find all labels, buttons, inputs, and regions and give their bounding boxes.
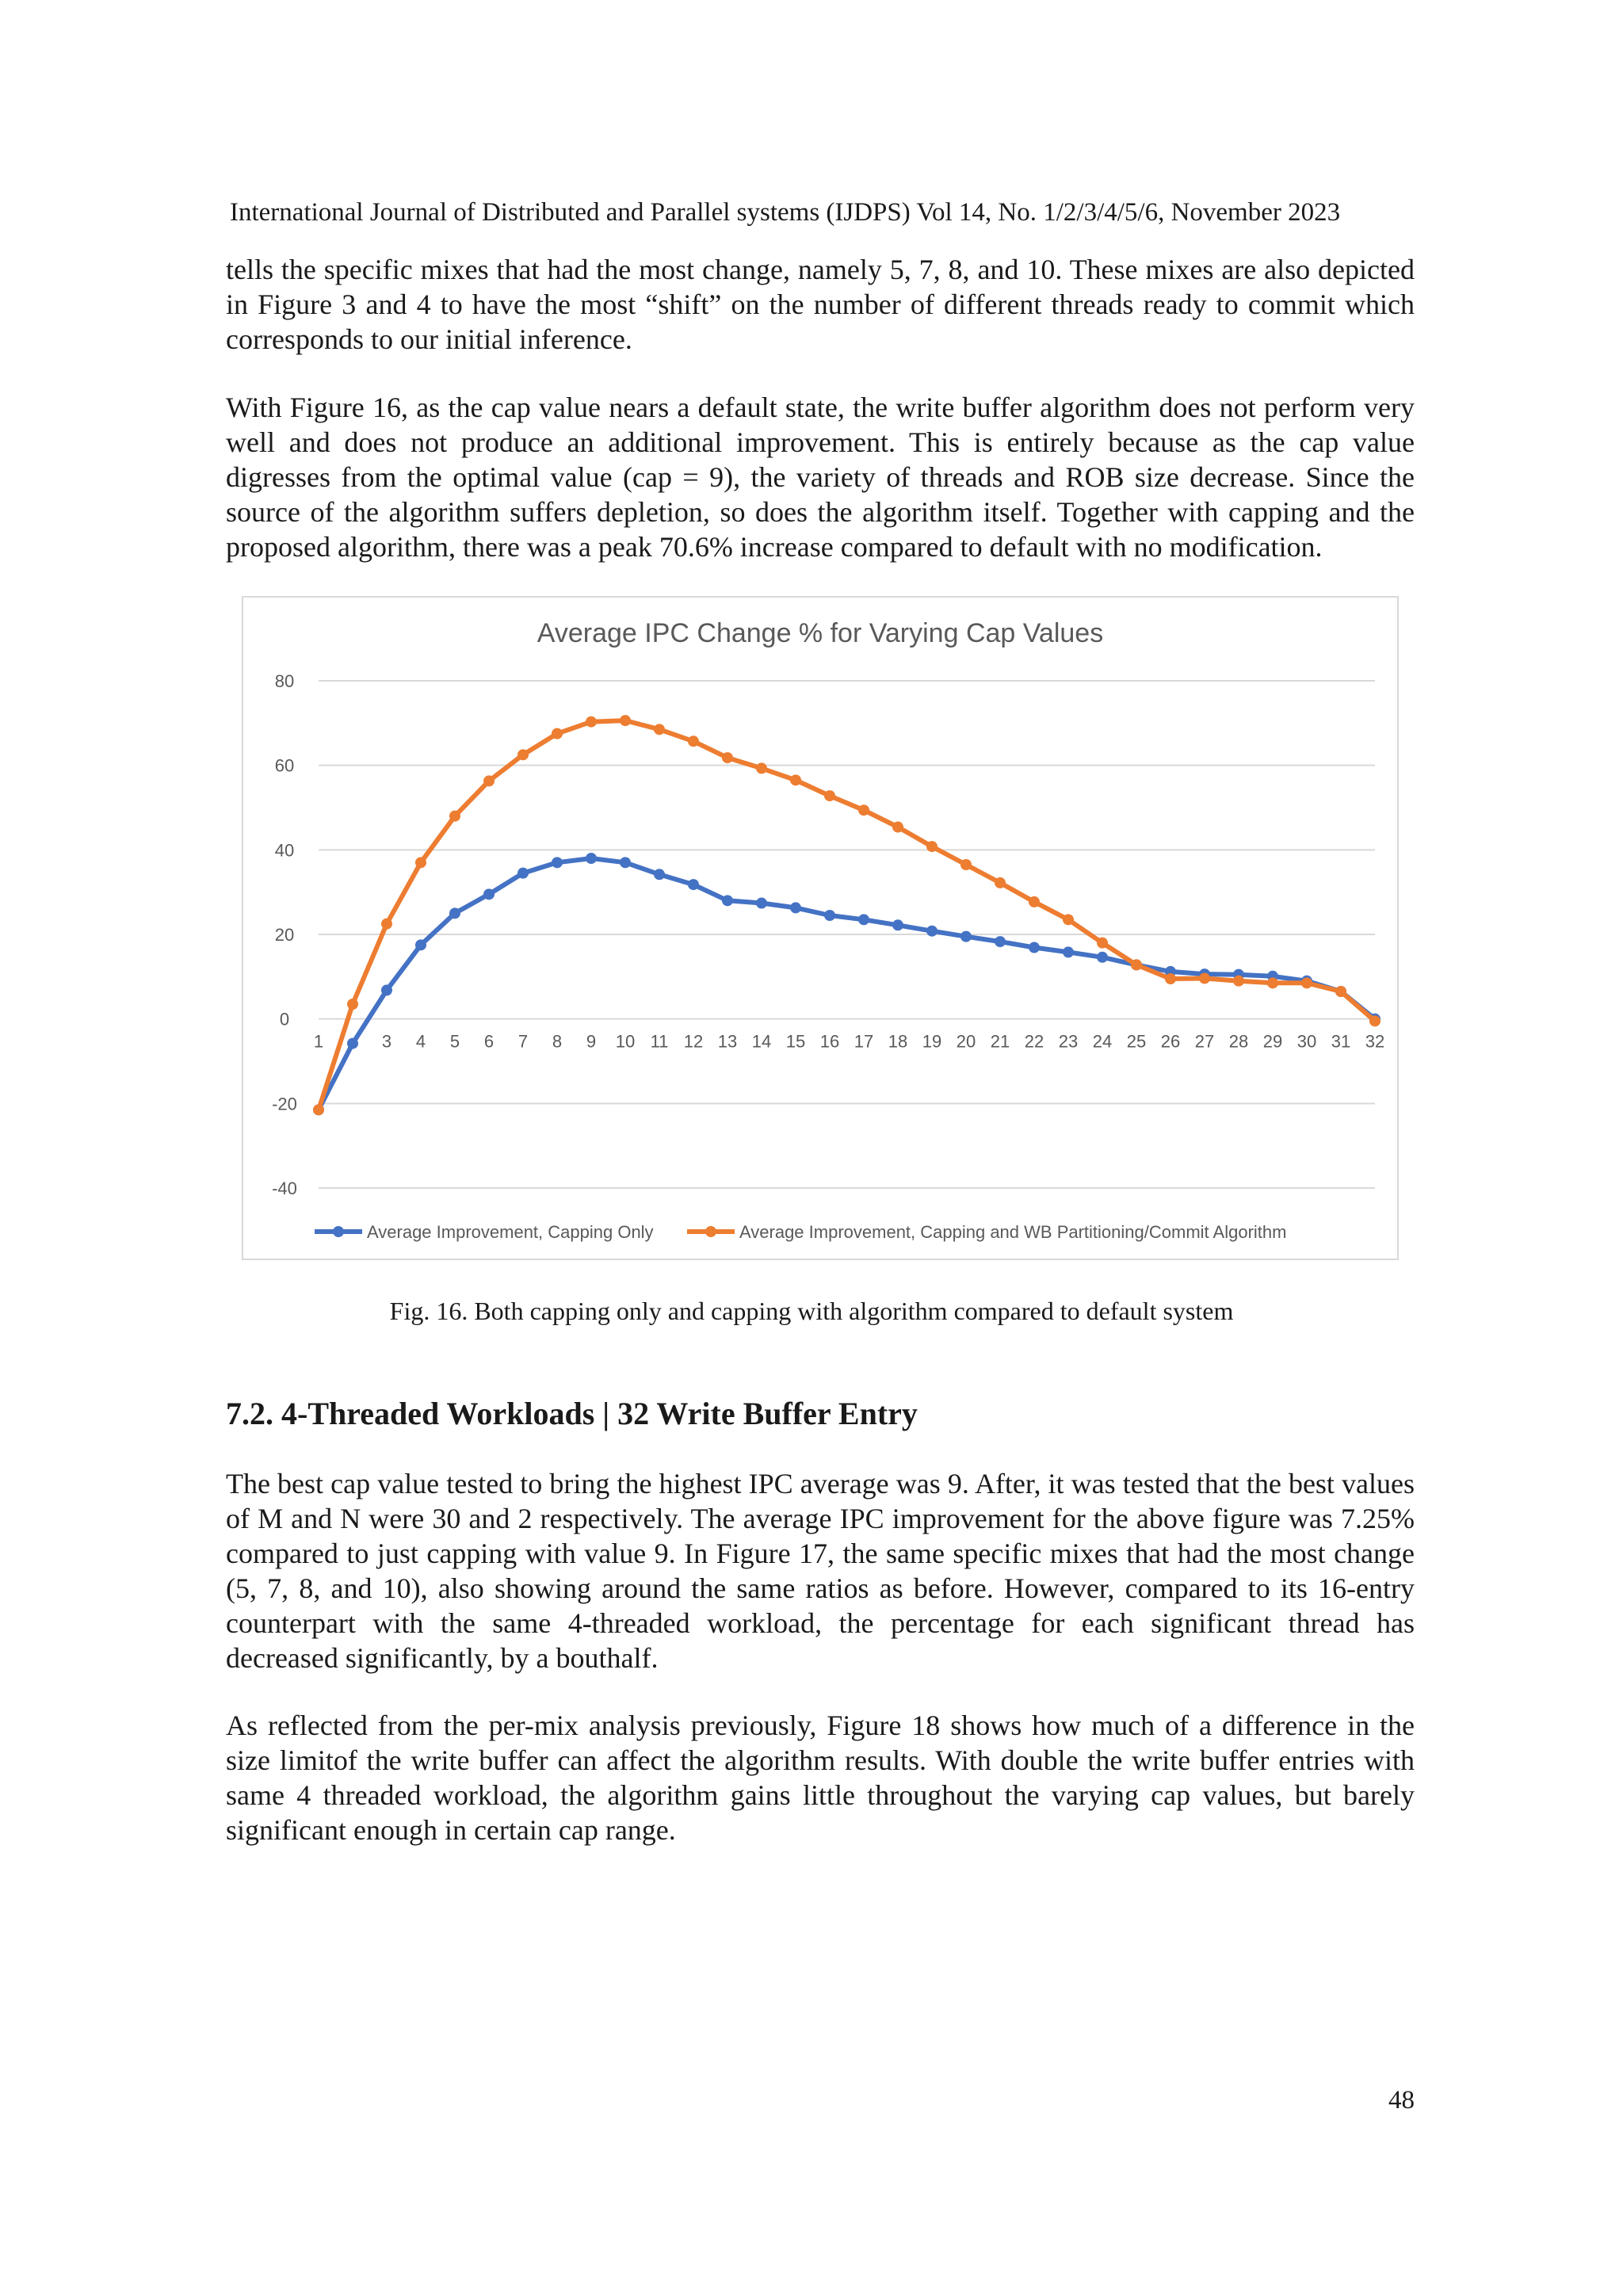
series-2-point <box>347 999 358 1010</box>
series-1-point <box>722 895 733 906</box>
series-2-point <box>1097 938 1108 949</box>
series-1-point <box>586 853 597 864</box>
series-1-point <box>995 936 1006 947</box>
x-tick-label: 8 <box>552 1031 563 1052</box>
x-tick-label: 15 <box>785 1031 806 1052</box>
series-1-point <box>1029 942 1040 953</box>
series-2-point <box>688 735 699 747</box>
series-1-point <box>892 919 903 930</box>
legend-marker-2 <box>705 1226 716 1237</box>
series-1-point <box>415 939 426 950</box>
series-1-point <box>517 868 529 879</box>
line-chart-svg <box>243 598 1397 1259</box>
series-1-point <box>449 907 460 919</box>
figure-16-chart <box>242 596 1399 1260</box>
series-2-point <box>1199 972 1210 984</box>
page-number: 48 <box>1388 2086 1415 2115</box>
series-2-point <box>1165 973 1176 984</box>
series-1-point <box>620 857 631 868</box>
series-2-point <box>654 724 665 735</box>
series-1-point <box>858 914 869 925</box>
series-2-point <box>1029 896 1040 907</box>
legend-label-1: Average Improvement, Capping Only <box>367 1222 654 1242</box>
paragraph-3: The best cap value tested to bring the highest IPC average was 9. After, it was tested that the best values of M and N were 30 and 2 respectively. The average IPC improvement for the above figure was 7.25% compared to just capping with value 9. In Figure 17, the same specific mixes that had the most change (5, 7, 8, and 10), also showing around the same ratios as before. However, compared to its 16-entry counterpart with the same 4-threaded workload, the percentage for each significant thread has decreased significantly, by a bouthalf. <box>226 1468 1415 1674</box>
series-1-point <box>552 857 563 868</box>
x-tick-label: 16 <box>819 1031 840 1052</box>
x-tick-label: 30 <box>1296 1031 1317 1052</box>
x-tick-label: 3 <box>381 1031 392 1052</box>
x-tick-label: 19 <box>922 1031 942 1052</box>
x-tick-label: 26 <box>1160 1031 1181 1052</box>
series-2-point <box>449 811 460 822</box>
series-1-point <box>960 931 972 942</box>
paragraph-2: With Figure 16, as the cap value nears a default state, the write buffer algorithm does not perform very well and does not produce an additional improvement. This is entirely because as the cap value digresses from the optimal value (cap = 9), the variety of threads and ROB size decrease. Since the source of the algorithm suffers depletion, so does the algorithm itself. Together with capping and the proposed algorithm, there was a peak 70.6% increase compared to default with no modification. <box>226 392 1415 563</box>
series-1-point <box>1097 952 1108 963</box>
series-2-point <box>1369 1015 1381 1026</box>
series-2-point <box>892 822 903 833</box>
series-2-point <box>960 859 972 870</box>
x-tick-label: 11 <box>650 1031 669 1052</box>
x-tick-label: 12 <box>683 1031 704 1052</box>
series-2-point <box>415 857 426 868</box>
x-tick-label: 28 <box>1228 1031 1249 1052</box>
x-tick-label: 4 <box>415 1031 426 1052</box>
series-2-point <box>1063 914 1074 925</box>
x-tick-label: 29 <box>1262 1031 1283 1052</box>
x-tick-label: 13 <box>717 1031 738 1052</box>
y-tick-label: 20 <box>274 925 295 945</box>
series-2-point <box>926 841 938 852</box>
series-1-point <box>1063 946 1074 957</box>
paragraph-4: As reflected from the per-mix analysis previously, Figure 18 shows how much of a difference in the size limitof the write buffer can affect the algorithm results. With double the write buffer entries with same 4 threaded workload, the algorithm gains little throughout the varying cap values, but barely significant enough in certain cap range. <box>226 1710 1415 1846</box>
x-tick-label: 17 <box>854 1031 874 1052</box>
y-tick-label: 80 <box>274 671 295 691</box>
series-2-point <box>722 752 733 763</box>
series-1-point <box>824 910 835 921</box>
x-tick-label: 6 <box>483 1031 495 1052</box>
paragraph-1: tells the specific mixes that had the most change, namely 5, 7, 8, and 10. These mixes are also depicted in Figure 3 and 4 to have the most “shift” on the number of different threads ready to commit which corresponds to our initial inference. <box>226 254 1415 355</box>
y-tick-label: 0 <box>279 1009 290 1030</box>
series-2-point <box>620 715 631 726</box>
x-tick-label: 21 <box>990 1031 1010 1052</box>
y-tick-label: -20 <box>272 1094 297 1114</box>
figure-caption: Fig. 16. Both capping only and capping with algorithm compared to default system <box>389 1297 1234 1325</box>
x-tick-label: 7 <box>517 1031 529 1052</box>
series-1-point <box>483 888 495 900</box>
series-2-point <box>756 762 767 774</box>
series-2-point <box>1267 977 1278 988</box>
series-2-point <box>586 716 597 728</box>
series-2-point <box>313 1104 324 1115</box>
x-tick-label: 25 <box>1126 1031 1147 1052</box>
series-2-point <box>1131 959 1142 970</box>
series-2-point <box>824 790 835 801</box>
series-1-point <box>926 926 938 937</box>
series-1-point <box>381 984 392 995</box>
y-tick-label: -40 <box>272 1179 297 1198</box>
x-tick-label: 18 <box>888 1031 908 1052</box>
series-2-point <box>381 919 392 930</box>
x-tick-label: 10 <box>615 1031 636 1052</box>
series-1-point <box>654 869 665 880</box>
x-tick-label: 20 <box>956 1031 976 1052</box>
series-1-point <box>790 902 801 913</box>
x-tick-label: 32 <box>1365 1031 1385 1052</box>
series-1-point <box>688 879 699 890</box>
y-tick-label: 60 <box>274 755 295 776</box>
x-tick-label: 22 <box>1024 1031 1044 1052</box>
x-tick-label: 31 <box>1331 1031 1351 1052</box>
series-1-point <box>347 1038 358 1049</box>
journal-header: International Journal of Distributed and Parallel systems (IJDPS) Vol 14, No. 1/2/3/4/5/6, November 2023 <box>230 198 1341 227</box>
series-2-point <box>517 749 529 760</box>
series-2-point <box>995 877 1006 888</box>
section-heading: 7.2. 4-Threaded Workloads | 32 Write Buffer Entry <box>226 1396 918 1431</box>
x-tick-label: 24 <box>1092 1031 1113 1052</box>
x-tick-label: 23 <box>1058 1031 1079 1052</box>
chart-title: Average IPC Change % for Varying Cap Values <box>537 618 1104 648</box>
series-2-point <box>790 774 801 785</box>
y-tick-label: 40 <box>274 840 295 861</box>
series-2-point <box>552 728 563 739</box>
x-tick-label: 9 <box>586 1031 597 1052</box>
x-tick-label: 1 <box>313 1031 324 1052</box>
series-2-point <box>483 775 495 786</box>
x-tick-label: 5 <box>449 1031 460 1052</box>
x-tick-label: 14 <box>751 1031 772 1052</box>
legend-label-2: Average Improvement, Capping and WB Partitioning/Commit Algorithm <box>739 1222 1287 1242</box>
series-2-point <box>1301 977 1312 988</box>
x-tick-label: 27 <box>1194 1031 1215 1052</box>
series-2-point <box>1233 976 1244 987</box>
series-line-1 <box>319 858 1375 1110</box>
series-1-point <box>756 898 767 909</box>
series-2-point <box>1335 986 1346 997</box>
series-2-point <box>858 804 869 816</box>
legend-marker-1 <box>333 1226 344 1237</box>
